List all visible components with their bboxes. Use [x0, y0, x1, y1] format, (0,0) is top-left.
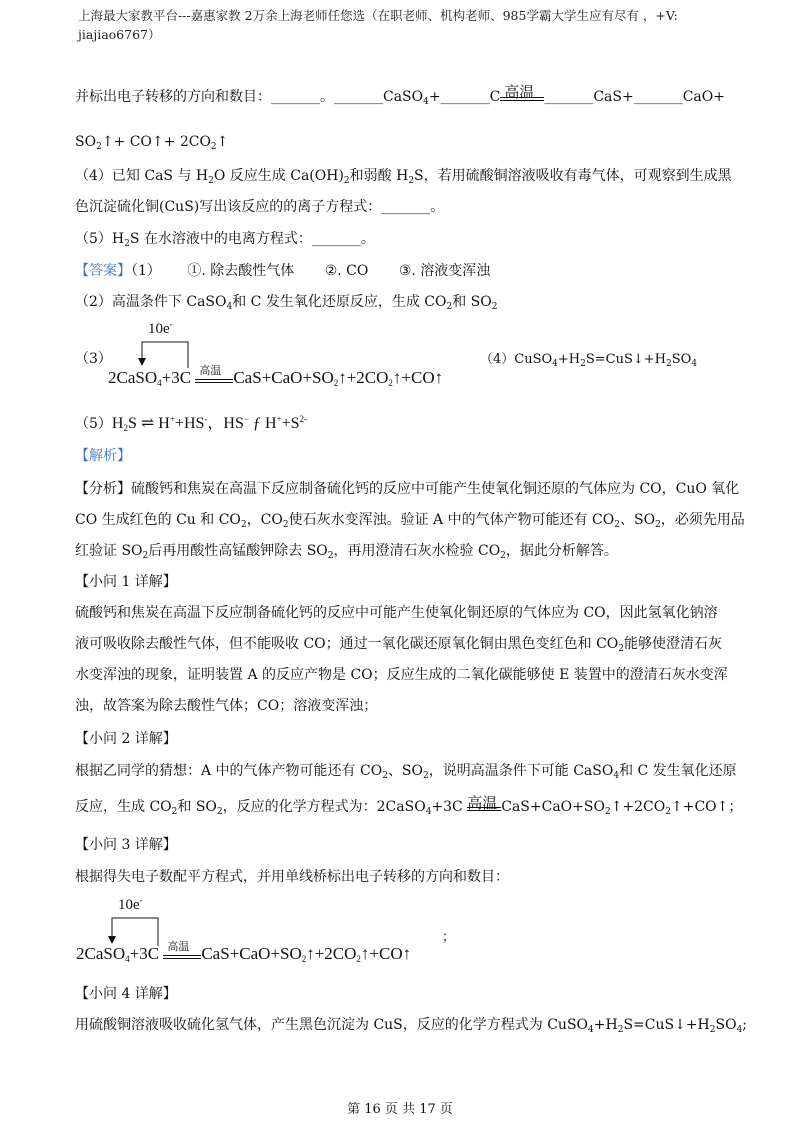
q3-text-c: _______CaS+_______CaO+	[544, 89, 725, 105]
sub-q4-heading: 【小问 4 详解】	[75, 986, 177, 1002]
sub-q1-line1: 硫酸钙和焦炭在高温下反应制备硫化钙的反应中可能产生使氧化铜还原的气体应为 CO，因此氢氧化钠溶	[75, 605, 718, 621]
q3-line2: $SO_2↑+$ CO↑+ $2CO_2↑$	[75, 134, 229, 152]
answer-3-label: （3）	[75, 351, 112, 367]
sub-q2-line2: 反应，生成 $CO_2$和 $SO_2$，反应的化学方程式为：2CaSO$_4$+3C 高温 $CaS+CaO+SO_2↑+2CO_2↑+CO↑$；	[75, 794, 743, 817]
sub-q1-line2: 液可吸收除去酸性气体，但不能吸收 CO；通过一氧化碳还原氧化铜由黑色变红色和 $CO_2$能够使澄清石灰	[75, 636, 723, 654]
electron-bridge-arrow-2	[108, 914, 162, 946]
sub-q2-line1: 根据乙同学的猜想：A 中的气体产物可能还有 $CO_2$、$SO_2$，说明高温条件下可能 CaSO$_4$和 C 发生氧化还原	[75, 763, 737, 781]
sub-q3-line1: 根据得失电子数配平方程式，并用单线桥标出电子转移的方向和数目：	[75, 869, 509, 885]
q3-line: 并标出电子转移的方向和数目：_______。_______CaSO$_4$+_______C 高温 _______CaS+_______CaO+	[75, 83, 725, 107]
analysis-line2: CO 生成红色的 Cu 和 $CO_2$，$CO_2$使石灰水变浑浊。验证 A 中的气体产物可能还有 $CO_2$、$SO_2$，必须先用品	[75, 512, 745, 530]
q5-line: $(5)H_2S$ 在水溶液中的电离方程式：_______。	[75, 231, 375, 249]
sub-q2-heading: 【小问 2 详解】	[75, 731, 177, 747]
answer-3-equation: 2CaSO$_4$+3C 高温 $CaS+CaO+SO_2↑+2CO_2↑+CO↑$	[108, 365, 444, 388]
electron-bridge-arrow	[138, 338, 192, 368]
sub-q3-equation: 2CaSO$_4$+3C 高温 $CaS+CaO+SO_2↑+2CO_2↑+CO↑$	[76, 941, 412, 964]
answer-5: $(5)H_2S$ ⇌ H++HS-，HS− ƒ $H^++S^{2-}$	[75, 414, 308, 433]
answer-line1: 【答案】（1） ①. 除去酸性气体 ②. CO ③. 溶液变浑浊	[75, 263, 491, 279]
analysis-line3: 红验证 $SO_2$后再用酸性高锰酸钾除去 $SO_2$，再用澄清石灰水检验 $CO_2$，据此分析解答。	[75, 543, 618, 561]
analysis-tag: 【解析】	[75, 448, 131, 464]
q3-sub: 4	[423, 97, 429, 107]
equation-condition-2: 高温	[163, 951, 201, 959]
answer-4: $(4)CuSO_4+H_2S=CuS↓+H_2SO_4$	[480, 352, 698, 369]
q4-line2: 色沉淀硫化铜(CuS)写出该反应的的离子方程式：_______。	[75, 199, 445, 215]
sub-q2-condition: 高温	[467, 809, 501, 811]
electron-count: 10e-	[148, 319, 173, 337]
q3-text-b: +_______C	[428, 89, 501, 105]
sub-q3-heading: 【小问 3 详解】	[75, 837, 177, 853]
sub-q1-line3: 水变浑浊的现象，证明装置 A 的反应产物是 CO；反应生成的二氧化碳能够使 E 装置中的澄清石灰水变浑	[75, 667, 728, 683]
sub-q4-line1: 用硫酸铜溶液吸收硫化氢气体，产生黑色沉淀为 CuS，反应的化学方程式为 $CuSO_4+H_2S=CuS↓+H_2SO_4$;	[75, 1017, 748, 1035]
page-header-line1: 上海最大家教平台---嘉惠家教 2万余上海老师任您选（在职老师、机构老师、985学霸大学生应有尽有 ，+V:	[78, 8, 678, 23]
q4-line1: （4）已知 CaS 与 $H_2O$ 反应生成 $Ca(OH)_2$和弱酸 $H_2S$，若用硫酸铜溶液吸收有毒气体，可观察到生成黑	[75, 168, 732, 186]
analysis-line1: 【分析】硫酸钙和焦炭在高温下反应制备硫化钙的反应中可能产生使氧化铜还原的气体应为 CO，CuO 氧化	[75, 481, 740, 497]
page-header-line2: jiajiao6767）	[78, 27, 161, 42]
answer-line2: （2）高温条件下 CaSO$_4$和 C 发生氧化还原反应，生成 $CO_2$和 $SO_2$	[75, 294, 498, 312]
equation-condition: 高温	[195, 375, 233, 383]
sub-q1-line4: 浊，故答案为除去酸性气体；CO；溶液变浑浊；	[75, 698, 378, 714]
answer-tag: 【答案】	[75, 263, 131, 279]
sub-q3-semicolon: ；	[442, 930, 456, 945]
page-number: 第 16 页 共 17 页	[347, 1102, 453, 1117]
sub-q1-heading: 【小问 1 详解】	[75, 574, 177, 590]
electron-count-2: 10e-	[118, 895, 143, 913]
q3-text-a: 并标出电子转移的方向和数目：_______。_______CaSO	[75, 89, 424, 105]
